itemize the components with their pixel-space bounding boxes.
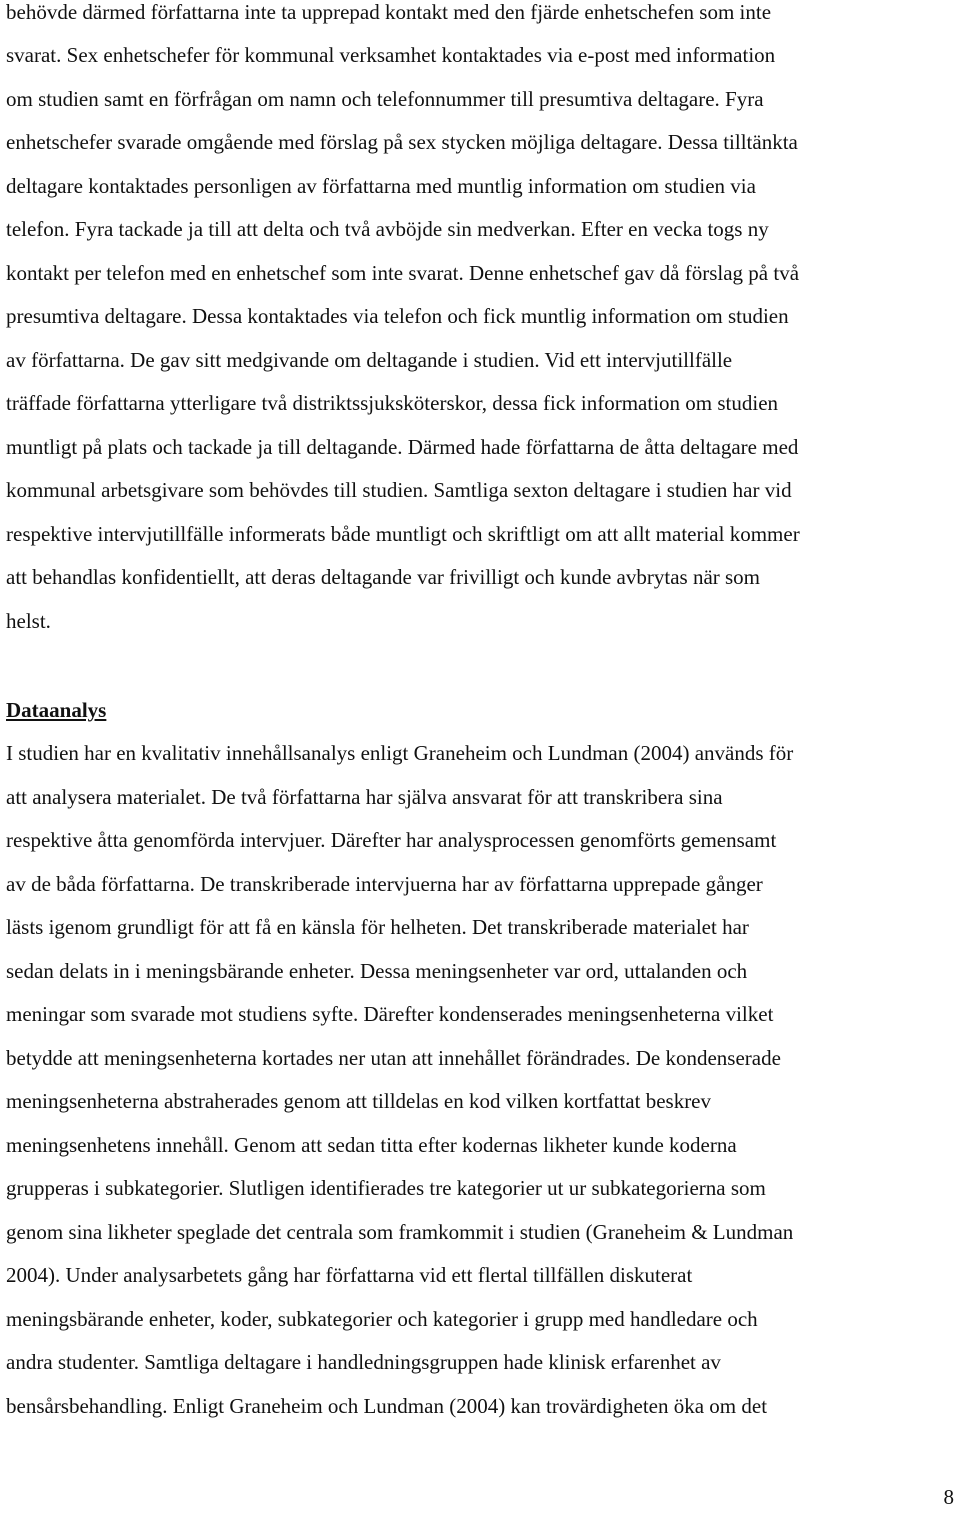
paragraph-line: grupperas i subkategorier. Slutligen identifierades tre kategorier ut ur subkategorierna som bbox=[6, 1176, 766, 1200]
page-number: 8 bbox=[943, 1485, 954, 1509]
paragraph-line: helst. bbox=[6, 609, 51, 633]
paragraph-line: respektive intervjutillfälle informerats både muntligt och skriftligt om att allt material kommer bbox=[6, 522, 800, 546]
paragraph-line: kontakt per telefon med en enhetschef som inte svarat. Denne enhetschef gav då förslag på två bbox=[6, 261, 800, 285]
paragraph-line: av författarna. De gav sitt medgivande om deltagande i studien. Vid ett intervjutillfälle bbox=[6, 348, 733, 372]
paragraph-line: kommunal arbetsgivare som behövdes till studien. Samtliga sexton deltagare i studien har vid bbox=[6, 478, 792, 502]
paragraph-line: genom sina likheter speglade det centrala som framkommit i studien (Graneheim & Lundman bbox=[6, 1220, 794, 1244]
paragraph-line: sedan delats in i meningsbärande enheter. Dessa meningsenheter var ord, uttalanden och bbox=[6, 959, 748, 983]
paragraph-line: respektive åtta genomförda intervjuer. Därefter har analysprocessen genomförts gemensamt bbox=[6, 828, 777, 852]
paragraph-line: betydde att meningsenheterna kortades ner utan att innehållet förändrades. De kondenserade bbox=[6, 1046, 781, 1070]
section-heading: Dataanalys bbox=[6, 698, 107, 722]
paragraph-line: träffade författarna ytterligare två distriktssjuksköterskor, dessa fick information om studien bbox=[6, 391, 779, 415]
paragraph-line: meningsenhetens innehåll. Genom att sedan titta efter kodernas likheter kunde koderna bbox=[6, 1133, 737, 1157]
paragraph-line: meningar som svarade mot studiens syfte. Därefter kondenserades meningsenheterna vilket bbox=[6, 1002, 774, 1026]
paragraph-line: att behandlas konfidentiellt, att deras deltagande var frivilligt och kunde avbrytas när som bbox=[6, 565, 761, 589]
paragraph-line: om studien samt en förfrågan om namn och telefonnummer till presumtiva deltagare. Fyra bbox=[6, 87, 764, 111]
paragraph-line: deltagare kontaktades personligen av författarna med muntlig information om studien via bbox=[6, 174, 756, 198]
paragraph-line: bensårsbehandling. Enligt Graneheim och Lundman (2004) kan trovärdigheten öka om det bbox=[6, 1394, 768, 1418]
paragraph-line: meningsenheterna abstraherades genom att tilldelas en kod vilken kortfattat beskrev bbox=[6, 1089, 712, 1113]
paragraph-line: presumtiva deltagare. Dessa kontaktades via telefon och fick muntlig information om studien bbox=[6, 304, 789, 328]
paragraph-line: att analysera materialet. De två författarna har själva ansvarat för att transkribera sina bbox=[6, 785, 723, 809]
paragraph-line: meningsbärande enheter, koder, subkategorier och kategorier i grupp med handledare och bbox=[6, 1307, 758, 1331]
paragraph-line: enhetschefer svarade omgående med förslag på sex stycken möjliga deltagare. Dessa tilltänkta bbox=[6, 130, 798, 154]
paragraph-line: andra studenter. Samtliga deltagare i handledningsgruppen hade klinisk erfarenhet av bbox=[6, 1350, 721, 1374]
paragraph-line: behövde därmed författarna inte ta upprepad kontakt med den fjärde enhetschefen som inte bbox=[6, 0, 772, 24]
paragraph-line: lästs igenom grundligt för att få en känsla för helheten. Det transkriberade materialet har bbox=[6, 915, 749, 939]
paragraph-line: telefon. Fyra tackade ja till att delta och två avböjde sin medverkan. Efter en vecka togs ny bbox=[6, 217, 769, 241]
paragraph-line: svarat. Sex enhetschefer för kommunal verksamhet kontaktades via e-post med information bbox=[6, 43, 776, 67]
paragraph-line: 2004). Under analysarbetets gång har författarna vid ett flertal tillfällen diskuterat bbox=[6, 1263, 693, 1287]
paragraph-line: av de båda författarna. De transkriberade intervjuerna har av författarna upprepade gånger bbox=[6, 872, 763, 896]
paragraph-line: I studien har en kvalitativ innehållsanalys enligt Graneheim och Lundman (2004) används för bbox=[6, 741, 794, 765]
paragraph-line: muntligt på plats och tackade ja till deltagande. Därmed hade författarna de åtta deltagare med bbox=[6, 435, 799, 459]
